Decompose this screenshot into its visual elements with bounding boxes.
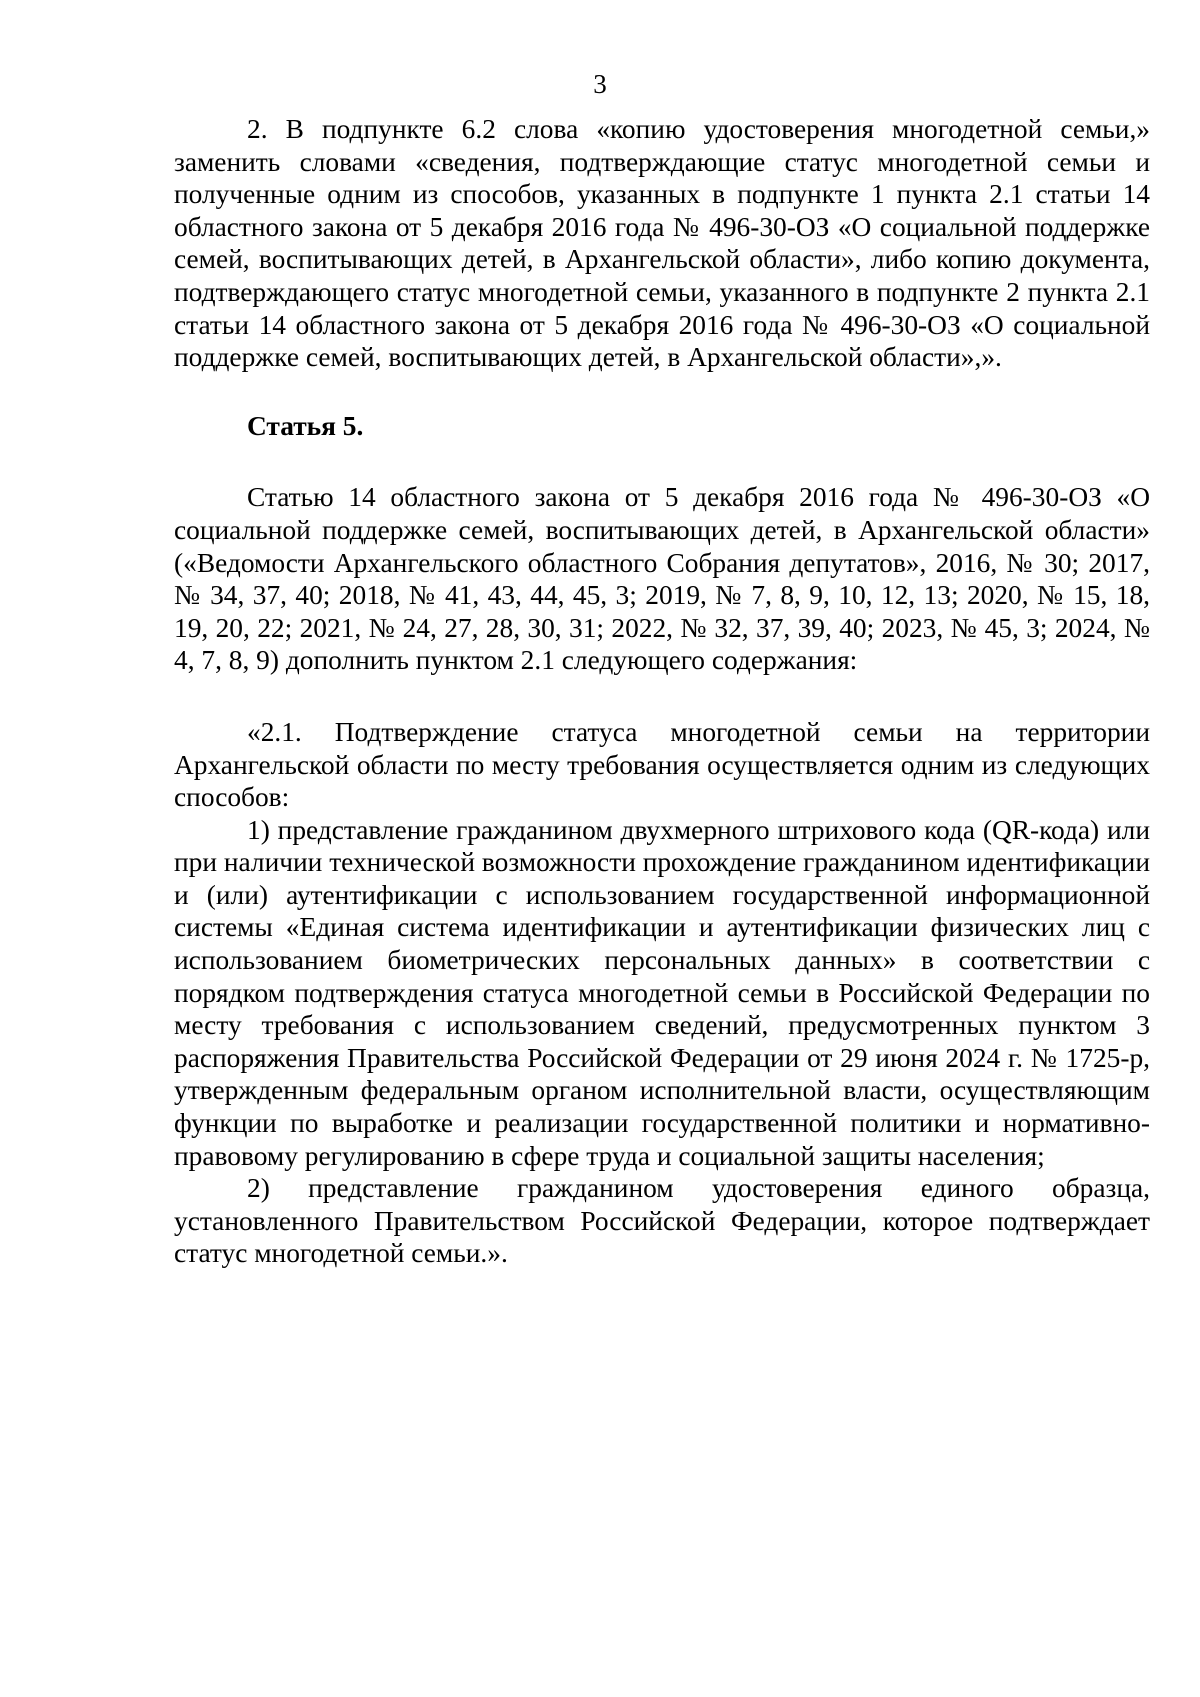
paragraph-subpoint-1: 1) представление гражданином двухмерного штрихового кода (QR-кода) или при наличии технической возможности прохождение гражданином идентификации и (или) аутентификации с использованием государственной информационной системы «Единая система идентификации и аутентификации физических лиц с использованием биометрических персональных данных» в соответствии с порядком подтверждения статуса многодетной семьи в Российской Федерации по месту требования с использованием сведений, предусмотренных пунктом 3 распоряжения Правительства Российской Федерации от 29 июня 2024 г. № 1725-р, утвержденным федеральным органом исполнительной власти, осуществляющим функции по выработке и реализации государственной политики и нормативно-правовому регулированию в сфере труда и социальной защиты населения;: [174, 814, 1150, 1171]
article-heading: Статья 5.: [247, 410, 364, 441]
paragraph-point-2-1: «2.1. Подтверждение статуса многодетной семьи на территории Архангельской области по месту требования осуществляется одним из следующих способов:: [174, 716, 1150, 813]
page-number: 3: [593, 69, 607, 99]
document-body: [174, 113, 1150, 1270]
spacer: [174, 442, 1150, 481]
spacer: [174, 677, 1150, 716]
paragraph-amendment-2: 2. В подпункте 6.2 слова «копию удостоверения многодетной семьи,» заменить словами «сведения, подтверждающие статус многодетной семьи и полученные одним из способов, указанных в подпункте 1 пункта 2.1 статьи 14 областного закона от 5 декабря 2016 года № 496-30-ОЗ «О социальной поддержке семей, воспитывающих детей, в Архангельской области», либо копию документа, подтверждающего статус многодетной семьи, указанного в подпункте 2 пункта 2.1 статьи 14 областного закона от 5 декабря 2016 года № 496-30-ОЗ «О социальной поддержке семей, воспитывающих детей, в Архангельской области»,».: [174, 114, 1150, 373]
paragraph-article-5-intro: Статью 14 областного закона от 5 декабря 2016 года № 496-30-ОЗ «О социальной поддержке семей, воспитывающих детей, в Архангельской области» («Ведомости Архангельского областного Собрания депутатов», 2016, № 30; 2017, № 34, 37, 40; 2018, № 41, 43, 44, 45, 3; 2019, № 7, 8, 9, 10, 12, 13; 2020, № 15, 18, 19, 20, 22; 2021, № 24, 27, 28, 30, 31; 2022, № 32, 37, 39, 40; 2023, № 45, 3; 2024, № 4, 7, 8, 9) дополнить пунктом 2.1 следующего содержания:: [174, 482, 1150, 676]
spacer: [174, 374, 1150, 410]
paragraph-subpoint-2: 2) представление гражданином удостоверения единого образца, установленного Правительством Российской Федерации, которое подтверждает статус многодетной семьи.».: [174, 1173, 1150, 1269]
